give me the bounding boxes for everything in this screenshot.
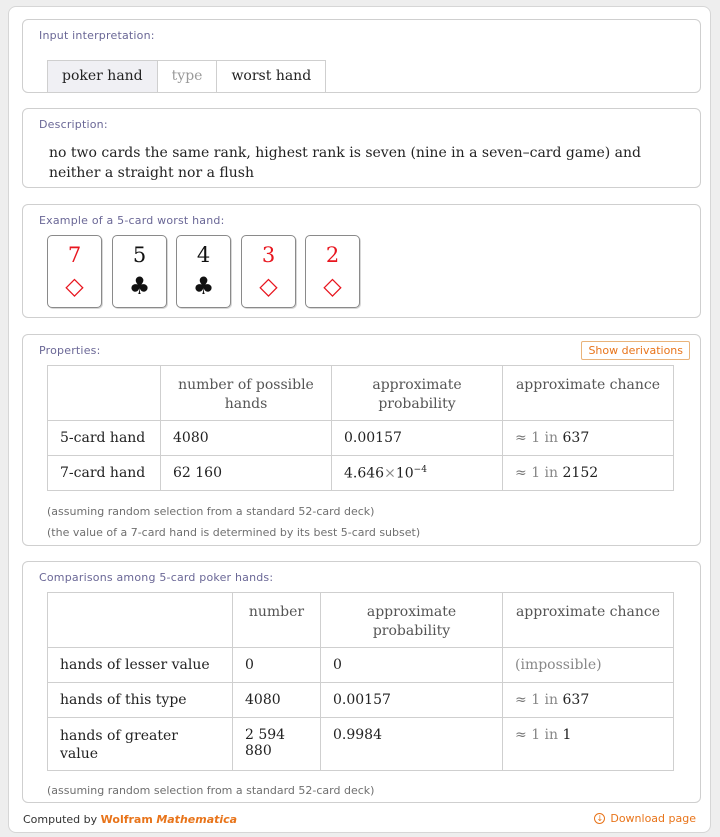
properties-table [47, 365, 674, 491]
chance-one-in: 1 in [531, 430, 559, 446]
table-row [48, 648, 674, 683]
club-icon: ♣ [128, 272, 151, 300]
table-row [48, 718, 674, 771]
assumption-note: (assuming random selection from a standard 52-card deck) [47, 505, 375, 518]
club-icon: ♣ [192, 272, 215, 300]
playing-card [47, 235, 102, 308]
example-pod [22, 204, 701, 318]
playing-card [305, 235, 360, 308]
card-rank: 7 [67, 243, 82, 267]
diamond-icon: ◇ [259, 272, 278, 300]
chance-value: 2152 [562, 465, 599, 481]
download-page-link[interactable] [594, 812, 696, 825]
prob-base: 4.646 [344, 465, 385, 482]
chance-one-in: 1 in [531, 692, 559, 708]
row-number: 4080 [161, 421, 332, 456]
row-chance [503, 683, 674, 718]
download-label: Download page [610, 812, 696, 825]
row-chance [503, 456, 674, 491]
assumption-note: (assuming random selection from a standard 52-card deck) [47, 784, 375, 797]
row-chance: (impossible) [503, 648, 674, 683]
header-chance: approximate chance [503, 593, 674, 648]
pod-title: Example of a 5-card worst hand: [39, 214, 225, 227]
computed-by-label: Computed by [23, 813, 98, 826]
prob-ten: 10 [395, 465, 414, 482]
playing-card [112, 235, 167, 308]
row-probability: 0.9984 [321, 718, 503, 771]
comparisons-table [47, 592, 674, 771]
description-pod [22, 108, 701, 188]
header-probability: approximate probability [332, 366, 503, 421]
seven-card-note: (the value of a 7-card hand is determined by its best 5-card subset) [47, 526, 421, 539]
chance-value: 637 [562, 430, 590, 446]
prob-times: × [384, 465, 396, 482]
mathematica-link[interactable]: Mathematica [156, 813, 238, 826]
show-derivations-button[interactable]: Show derivations [581, 341, 690, 360]
chance-value: 1 [562, 727, 572, 743]
approx-symbol: ≈ [515, 430, 527, 446]
properties-pod [22, 334, 701, 546]
download-circle-icon: ↓ [594, 813, 605, 824]
row-label: hands of lesser value [48, 648, 233, 683]
diamond-icon: ◇ [323, 272, 342, 300]
header-chance: approximate chance [503, 366, 674, 421]
playing-card [176, 235, 231, 308]
result-container [8, 6, 711, 833]
row-label: 5-card hand [48, 421, 161, 456]
input-interpretation-pod [22, 19, 701, 93]
approx-symbol: ≈ [515, 465, 527, 481]
row-probability [332, 456, 503, 491]
wolfram-link[interactable]: Wolfram [100, 813, 153, 826]
playing-card [241, 235, 296, 308]
computed-by [23, 813, 237, 826]
description-text: no two cards the same rank, highest rank is seven (nine in a seven–card game) and neither a straight nor a flush [49, 145, 641, 181]
pod-title: Properties: [39, 344, 101, 357]
interpretation-row [47, 60, 326, 93]
chance-one-in: 1 in [531, 465, 559, 481]
header-number: number [233, 593, 321, 648]
chance-one-in: 1 in [531, 727, 559, 743]
row-probability: 0.00157 [321, 683, 503, 718]
card-rank: 3 [261, 243, 276, 267]
table-row [48, 421, 674, 456]
pod-title: Description: [39, 118, 108, 131]
row-probability: 0.00157 [332, 421, 503, 456]
approx-symbol: ≈ [515, 692, 527, 708]
row-number: 0 [233, 648, 321, 683]
card-rank: 2 [325, 243, 340, 267]
row-number: 62 160 [161, 456, 332, 491]
approx-symbol: ≈ [515, 727, 527, 743]
row-chance [503, 718, 674, 771]
row-chance [503, 421, 674, 456]
interpretation-cell-poker-hand: poker hand [48, 61, 158, 92]
row-label: hands of this type [48, 683, 233, 718]
table-row [48, 456, 674, 491]
pod-title: Comparisons among 5-card poker hands: [39, 571, 274, 584]
table-row [48, 683, 674, 718]
comparisons-pod [22, 561, 701, 803]
row-number: 4080 [233, 683, 321, 718]
chance-value: 637 [562, 692, 590, 708]
header-probability: approximate probability [321, 593, 503, 648]
row-label: hands of greater value [48, 718, 233, 771]
card-rank: 5 [132, 243, 147, 267]
header-empty-cell [48, 366, 161, 421]
row-number: 2 594 880 [233, 718, 321, 771]
header-number: number of possible hands [161, 366, 332, 421]
header-empty-cell [48, 593, 233, 648]
prob-exponent: −4 [413, 464, 427, 475]
interpretation-cell-worst-hand: worst hand [231, 68, 312, 84]
interpretation-cell-type: type [158, 61, 218, 92]
row-probability: 0 [321, 648, 503, 683]
row-label: 7-card hand [48, 456, 161, 491]
pod-title: Input interpretation: [39, 29, 155, 42]
diamond-icon: ◇ [65, 272, 84, 300]
card-rank: 4 [196, 243, 211, 267]
